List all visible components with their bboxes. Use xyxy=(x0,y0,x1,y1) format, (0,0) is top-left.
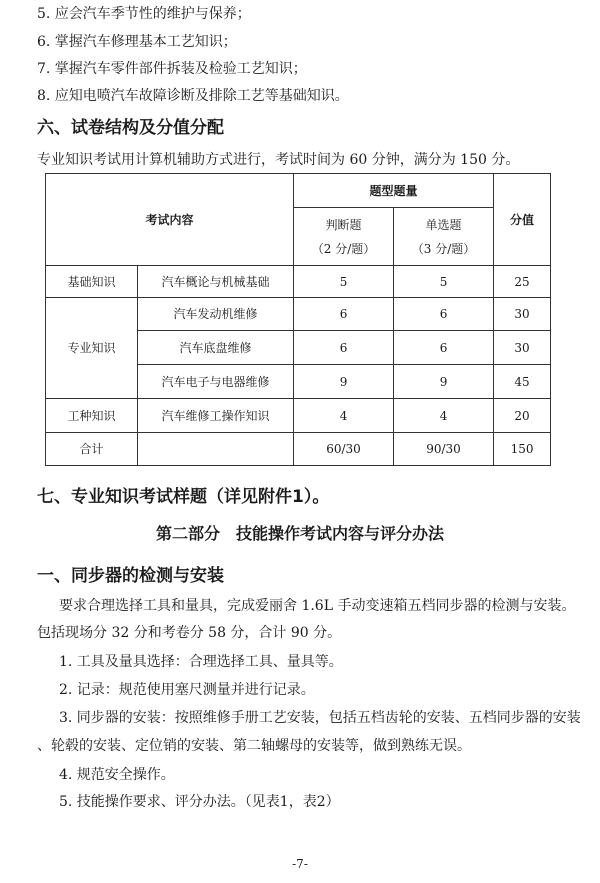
row-true-false: 9 xyxy=(294,365,394,399)
row-true-false: 6 xyxy=(294,298,394,331)
sync-heading: 一、同步器的检测与安装 xyxy=(37,566,224,586)
row-score: 30 xyxy=(494,298,551,331)
row-true-false: 6 xyxy=(294,331,394,365)
knowledge-item-8: 8. 应知电喷汽车故障诊断及排除工艺等基础知识。 xyxy=(37,88,349,104)
row-category: 基础知识 xyxy=(46,266,138,298)
row-subject: 汽车电子与电器维修 xyxy=(138,365,294,399)
header-score: 分值 xyxy=(494,174,551,266)
row-score: 30 xyxy=(494,331,551,365)
table-row xyxy=(46,399,551,433)
sync-item5: 5. 技能操作要求、评分办法。（见表1，表2） xyxy=(59,794,340,810)
total-multiple-choice: 90/30 xyxy=(394,433,494,466)
total-score: 150 xyxy=(494,433,551,466)
row-multiple-choice: 6 xyxy=(394,298,494,331)
header-true-false-unit: （2 分/题） xyxy=(311,241,376,256)
header-multiple-choice-label: 单选题 xyxy=(425,217,462,232)
knowledge-item-6: 6. 掌握汽车修理基本工艺知识； xyxy=(37,34,237,50)
table-row xyxy=(46,298,551,331)
knowledge-item-7: 7. 掌握汽车零件部件拆装及检验工艺知识； xyxy=(37,61,307,77)
part2-title: 第二部分 技能操作考试内容与评分办法 xyxy=(155,524,444,543)
section6-heading: 六、试卷结构及分值分配 xyxy=(37,118,224,138)
header-question-types: 题型题量 xyxy=(294,174,494,208)
row-subject: 汽车概论与机械基础 xyxy=(138,266,294,298)
section6-intro: 专业知识考试用计算机辅助方式进行，考试时间为 60 分钟，满分为 150 分。 xyxy=(37,152,520,168)
row-score: 20 xyxy=(494,399,551,433)
page-number: -7- xyxy=(292,857,308,871)
header-multiple-choice xyxy=(394,208,494,266)
row-multiple-choice: 5 xyxy=(394,266,494,298)
sync-item2: 2. 记录：规范使用塞尺测量并进行记录。 xyxy=(59,682,315,698)
table-row xyxy=(46,266,551,298)
header-true-false xyxy=(294,208,394,266)
total-empty xyxy=(138,433,294,466)
row-multiple-choice: 4 xyxy=(394,399,494,433)
total-label: 合计 xyxy=(46,433,138,466)
sync-item3-line2: 、轮毂的安装、定位销的安装、第二轴螺母的安装等，做到熟练无误。 xyxy=(37,738,471,754)
row-multiple-choice: 6 xyxy=(394,331,494,365)
sync-para1-line2: 包括现场分 32 分和考卷分 58 分，合计 90 分。 xyxy=(37,625,342,641)
section7-heading: 七、专业知识考试样题（详见附件1）。 xyxy=(37,487,330,507)
knowledge-item-5: 5. 应会汽车季节性的维护与保养； xyxy=(37,6,251,22)
row-subject: 汽车底盘维修 xyxy=(138,331,294,365)
row-multiple-choice: 9 xyxy=(394,365,494,399)
row-category: 工种知识 xyxy=(46,399,138,433)
sync-para1-line1: 要求合理选择工具和量具，完成爱丽舍 1.6L 手动变速箱五档同步器的检测与安装。 xyxy=(59,598,576,614)
row-score: 45 xyxy=(494,365,551,399)
header-content: 考试内容 xyxy=(46,174,294,266)
row-true-false: 4 xyxy=(294,399,394,433)
table-total-row xyxy=(46,433,551,466)
row-subject: 汽车发动机维修 xyxy=(138,298,294,331)
sync-item3-line1: 3. 同步器的安装：按照维修手册工艺安装，包括五档齿轮的安装、五档同步器的安装 xyxy=(59,710,581,726)
header-multiple-choice-unit: （3 分/题） xyxy=(411,241,476,256)
row-category: 专业知识 xyxy=(46,298,138,399)
row-true-false: 5 xyxy=(294,266,394,298)
row-score: 25 xyxy=(494,266,551,298)
header-true-false-label: 判断题 xyxy=(325,217,362,232)
sync-item1: 1. 工具及量具选择：合理选择工具、量具等。 xyxy=(59,654,343,670)
row-subject: 汽车维修工操作知识 xyxy=(138,399,294,433)
total-true-false: 60/30 xyxy=(294,433,394,466)
score-table xyxy=(45,173,551,466)
sync-item4: 4. 规范安全操作。 xyxy=(59,767,175,783)
